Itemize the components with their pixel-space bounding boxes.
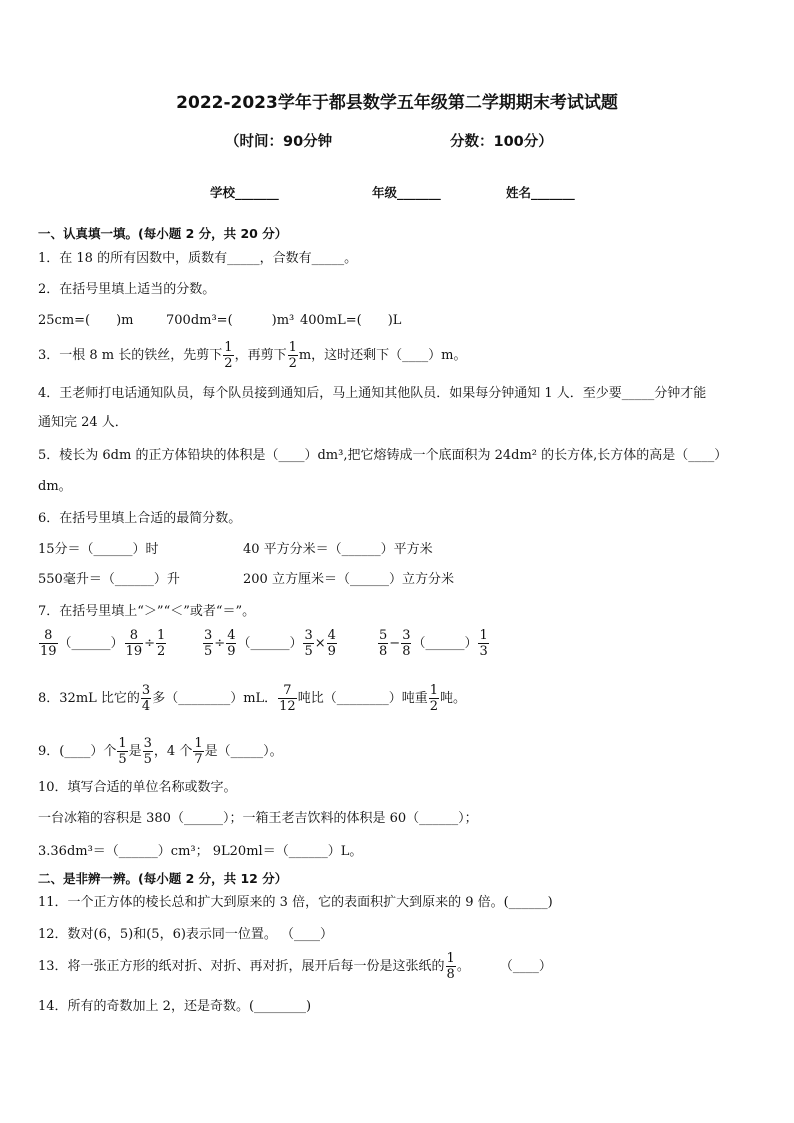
fraction [39,628,58,659]
fraction-numerator: 7 [283,683,292,698]
question-4-line1: 4．王老师打电话通知队员，每个队员接到通知后，马上通知其他队员．如果每分钟通知 1 人．至少要_____分钟才能 [38,386,707,401]
fraction [378,628,388,659]
question-2a: 25cm=( )m [38,313,134,328]
grade-field[interactable]: 年级_______ [372,185,441,200]
text-segment: ÷ [214,636,226,651]
fraction [278,683,297,714]
fraction-denominator: 2 [224,356,233,371]
section1-heading: 一、认真填一填。(每小题 2 分，共 20 分） [38,226,288,241]
question-6b: 40 平方分米＝（______）平方米 [243,542,433,557]
fraction-denominator: 3 [479,644,488,659]
question-6a: 15分＝（______）时 [38,542,159,557]
question-6c: 550毫升＝（______）升 [38,572,180,587]
fraction-denominator: 9 [327,644,336,659]
fraction [226,628,236,659]
fraction-numerator: 8 [129,628,138,643]
question-6: 6．在括号里填上合适的最简分数。 [38,511,242,526]
question-4-line2: 通知完 24 人． [38,415,128,430]
fraction [303,628,313,659]
text-segment: （____） [499,959,552,974]
question-2c: 400mL=( )L [300,313,402,328]
text-segment: 吨。 [440,691,467,706]
fraction-denominator: 12 [279,699,296,714]
fraction [401,628,411,659]
question-7: 7．在括号里填上“＞”“＜”或者“＝”。 [38,604,256,619]
name-field[interactable]: 姓名_______ [506,185,575,200]
text-segment: 8．32mL 比它的 [38,691,140,706]
text-segment: m，这时还剩下（____）m。 [298,348,467,363]
fraction-denominator: 9 [227,644,236,659]
page-title: 2022-2023学年于都县数学五年级第二学期期末考试试题 [176,93,618,113]
text-segment: （______） [237,636,303,651]
text-segment: 吨比（________）吨重 [297,691,428,706]
fraction-denominator: 19 [40,644,57,659]
question-1: 1．在 18 的所有因数中，质数有_____，合数有_____。 [38,251,358,266]
exam-time: （时间：90分钟 [225,134,333,150]
text-segment: 。 [456,959,470,974]
fraction-denominator: 5 [204,644,213,659]
question-2b: 700dm³=( )m³ [166,313,295,328]
fraction-numerator: 1 [157,628,166,643]
text-segment: 13．将一张正方形的纸对折、对折、再对折，展开后每一份是这张纸的 [38,959,445,974]
fraction-denominator: 5 [143,752,152,767]
question-7-item-c [377,628,490,659]
question-7-item-b [202,628,338,659]
text-segment: 3．一根 8 m 长的铁丝，先剪下 [38,348,223,363]
fraction-numerator: 3 [402,628,411,643]
fraction [141,683,151,714]
fraction [117,736,127,767]
fraction [478,628,488,659]
fraction-denominator: 19 [125,644,143,659]
school-field[interactable]: 学校_______ [210,185,279,200]
fraction-numerator: 3 [141,683,151,698]
text-segment: 是（_____）。 [204,744,283,759]
question-13 [38,951,552,982]
fraction-denominator: 8 [446,967,455,982]
fraction-numerator: 1 [479,628,488,643]
question-2: 2．在括号里填上适当的分数。 [38,282,216,297]
question-5-line1: 5．棱长为 6dm 的正方体铅块的体积是（____）dm³,把它熔铸成一个底面积为 24dm² 的长方体,长方体的高是（____） [38,448,728,463]
question-11: 11．一个正方体的棱长总和扩大到原来的 3 倍，它的表面积扩大到原来的 9 倍。(______) [38,895,553,910]
fraction-numerator: 3 [204,628,213,643]
fraction-numerator: 5 [379,628,388,643]
text-segment: ，4 个 [153,744,193,759]
question-10a: 一台冰箱的容积是 380（______）；一箱王老吉饮料的体积是 60（______）； [38,811,478,826]
question-10: 10．填写合适的单位名称或数字。 [38,780,237,795]
fraction [446,951,456,982]
fraction-numerator: 1 [288,340,297,355]
fraction-denominator: 8 [402,644,411,659]
text-segment: （______） [412,636,478,651]
question-3 [38,340,467,371]
fraction-numerator: 4 [227,628,236,643]
text-segment: × [314,636,326,651]
fraction [203,628,213,659]
fraction-denominator: 2 [288,356,297,371]
text-segment: 9．(____）个 [38,744,117,759]
question-9 [38,736,283,767]
fraction-numerator: 1 [118,736,127,751]
fraction [288,340,298,371]
fraction [223,340,233,371]
question-10b: 3.36dm³＝（______）cm³； 9L20ml＝（______）L。 [38,844,363,859]
fraction-denominator: 4 [141,699,151,714]
text-segment: ÷ [144,636,156,651]
fraction-numerator: 1 [429,683,438,698]
fraction-denominator: 2 [429,699,438,714]
text-segment: （______） [58,636,124,651]
fraction-numerator: 3 [143,736,152,751]
fraction [125,628,144,659]
fraction [156,628,166,659]
question-7-item-a [38,628,167,659]
fraction-denominator: 2 [157,644,166,659]
fraction-numerator: 1 [224,340,233,355]
fraction-numerator: 3 [304,628,313,643]
exam-score: 分数：100分） [450,134,553,150]
fraction-denominator: 5 [118,752,127,767]
fraction-denominator: 7 [194,752,203,767]
question-12: 12．数对(6，5)和(5，6)表示同一位置。 （____） [38,927,334,942]
fraction-numerator: 8 [44,628,53,643]
fraction-numerator: 1 [194,736,203,751]
fraction-denominator: 8 [379,644,388,659]
text-segment: 是 [128,744,142,759]
question-8 [38,683,466,714]
question-6d: 200 立方厘米＝（______）立方分米 [243,572,454,587]
text-segment: − [389,636,401,651]
section2-heading: 二、是非辨一辨。(每小题 2 分，共 12 分） [38,871,288,886]
question-14: 14．所有的奇数加上 2，还是奇数。(________) [38,999,312,1014]
fraction-numerator: 4 [327,628,336,643]
fraction [193,736,203,767]
text-segment: 多（________）mL． [152,691,278,706]
fraction [143,736,153,767]
question-5-line2: dm。 [38,479,72,494]
fraction-denominator: 5 [304,644,313,659]
text-segment: ，再剪下 [234,348,287,363]
fraction [327,628,337,659]
fraction-numerator: 1 [446,951,455,966]
fraction [429,683,439,714]
